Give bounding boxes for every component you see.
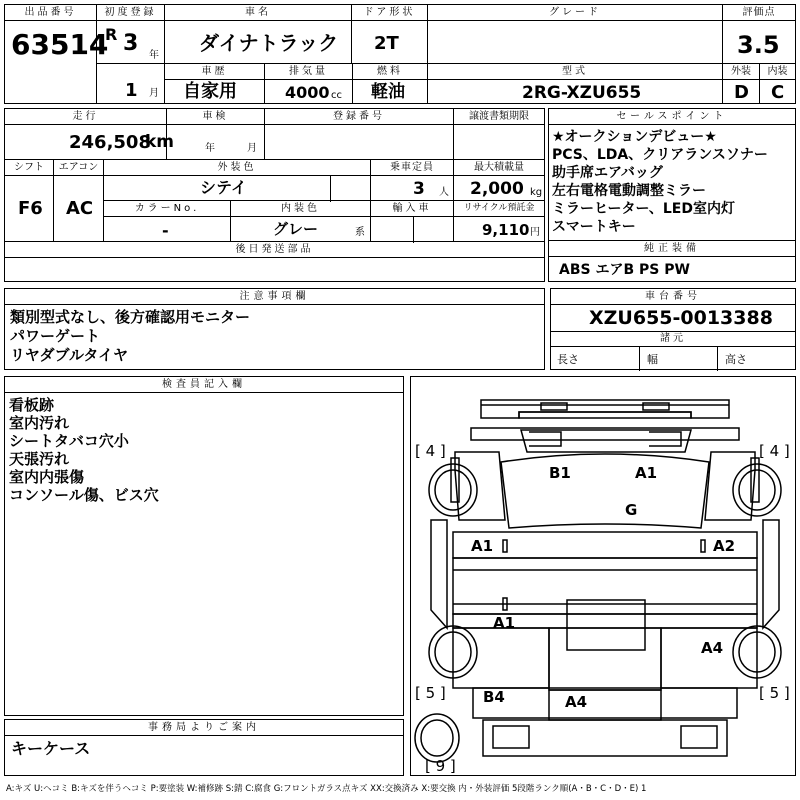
- car-name-label: 車名: [165, 5, 351, 21]
- interior-color-cell: [230, 200, 371, 242]
- office-label: 事務局よりご案内: [5, 720, 403, 736]
- recycle-fee: 9,110: [482, 221, 530, 239]
- tire-position-label: [ 4 ]: [415, 442, 446, 460]
- chassis-number: XZU655-0013388: [589, 307, 773, 329]
- color-number: -: [162, 221, 169, 240]
- inspector-section: [4, 376, 404, 716]
- import-cell: [370, 200, 454, 242]
- interior-grade-label: 内装: [760, 64, 795, 80]
- sales-point: ミラーヒーター、LED室内灯: [552, 201, 735, 217]
- notes-label: 注意事項欄: [5, 289, 544, 305]
- mileage-label: 走行: [5, 109, 166, 125]
- max-load-cell: [453, 159, 545, 201]
- fuel-label: 燃料: [353, 64, 427, 80]
- seats-cell: [370, 159, 454, 201]
- inspector-label: 検査員記入欄: [5, 377, 403, 393]
- exterior-color-cell: [103, 159, 371, 201]
- interior-grade-cell: [759, 63, 796, 104]
- year-unit: 年: [149, 50, 159, 61]
- chassis-label: 車台番号: [551, 289, 795, 305]
- model-code: 2RG-XZU655: [522, 83, 642, 103]
- interior-color-unit: 系: [355, 227, 365, 238]
- standard-equipment: [548, 240, 796, 282]
- interior-grade: C: [771, 82, 785, 103]
- sales-point: 左右電格電動調整ミラー: [552, 183, 706, 199]
- interior-color-label: 内装色: [231, 201, 370, 217]
- door-cell: [351, 4, 428, 64]
- mileage-cell: [4, 108, 175, 160]
- displacement-cell: [264, 63, 353, 104]
- first-registration-cell: [96, 4, 165, 64]
- evaluation-score: 3.5: [737, 31, 780, 59]
- tire-position-label: [ 9 ]: [425, 757, 456, 775]
- damage-label: A4: [701, 639, 724, 657]
- history-cell: [164, 63, 265, 104]
- office-section: [4, 719, 404, 776]
- note-line: リヤダブルタイヤ: [10, 346, 129, 364]
- inspector-note: コンソール傷、ビス穴: [9, 486, 159, 504]
- registration-month-cell: [96, 63, 165, 104]
- month-unit: 月: [149, 88, 159, 99]
- history-label: 車歴: [165, 64, 264, 80]
- max-load-unit: kg: [530, 187, 543, 198]
- mileage-unit: km: [145, 132, 175, 152]
- door-label: ドア形状: [352, 5, 427, 21]
- width-label: 幅: [647, 353, 658, 366]
- score-label: 評価点: [723, 5, 795, 21]
- truck-diagram: [411, 377, 795, 775]
- plate-label: 登録番号: [265, 109, 453, 125]
- car-history: 自家用: [183, 81, 237, 102]
- car-name: ダイナトラック: [199, 31, 339, 55]
- standard-equipment-label: 純正装備: [549, 241, 795, 257]
- fuel-type: 軽油: [371, 82, 405, 102]
- height-label: 高さ: [725, 353, 747, 366]
- damage-label: B1: [549, 464, 571, 482]
- recycle-cell: [453, 200, 545, 242]
- model-cell: [427, 63, 723, 104]
- damage-label: A4: [565, 693, 588, 711]
- damage-label: A1: [471, 537, 494, 555]
- sales-point: 助手席エアバッグ: [552, 165, 663, 181]
- lot-number: 63514: [11, 28, 109, 61]
- grade-cell: [427, 4, 723, 64]
- sales-points-label: セールスポイント: [549, 109, 795, 125]
- inspection-label: 車検: [167, 109, 264, 125]
- damage-label: G: [625, 501, 638, 519]
- tire-position-label: [ 4 ]: [759, 442, 790, 460]
- interior-color: グレー: [273, 220, 319, 238]
- registration-month: 1: [125, 80, 138, 101]
- sales-points: [548, 108, 796, 241]
- inspection-cell: [166, 108, 265, 160]
- inspector-note: 天張汚れ: [9, 450, 70, 468]
- damage-label: A1: [635, 464, 658, 482]
- length-label: 長さ: [557, 353, 579, 366]
- inspector-note: 室内汚れ: [9, 414, 70, 432]
- model-label: 型式: [428, 64, 722, 80]
- damage-label: A2: [713, 537, 736, 555]
- door-type: 2T: [374, 33, 399, 54]
- inspector-note: 看板跡: [9, 396, 55, 414]
- displacement-unit: cc: [331, 90, 342, 101]
- sales-point: ★オークションデビュー★: [552, 129, 717, 145]
- exterior-color: シテイ: [200, 178, 247, 197]
- lot-number-cell: [4, 4, 109, 104]
- seats-label: 乗車定員: [371, 160, 453, 176]
- recycle-label: リサイクル預託金: [454, 201, 544, 217]
- notes-section: [4, 288, 545, 370]
- inspection-month-unit: 月: [247, 143, 257, 154]
- tire-position-label: [ 5 ]: [759, 684, 790, 702]
- registration-era: R: [105, 25, 118, 44]
- damage-label: A1: [493, 614, 516, 632]
- chassis-section: [550, 288, 796, 370]
- note-line: 類別型式なし、後方確認用モニター: [10, 308, 251, 326]
- standard-equipment-items: ABS エアB PS PW: [559, 262, 690, 278]
- damage-label: B4: [483, 688, 505, 706]
- seats-unit: 人: [439, 187, 449, 198]
- inspector-note: シートタバコ穴小: [9, 432, 129, 450]
- later-parts-cell: [4, 241, 545, 282]
- shift: F6: [18, 198, 43, 219]
- seats: 3: [413, 179, 425, 199]
- shift-cell: [4, 159, 54, 242]
- first-registration-label: 初度登録: [97, 5, 164, 21]
- displacement-label: 排気量: [265, 64, 352, 80]
- damage-legend: A:キズ U:ヘコミ B:キズを伴うヘコミ P:要塗装 W:補修跡 S:錆 C:腐食 G:フロントガラス点キズ XX:交換済み X:要交換 内・外装評価 5段階ランク順(A・B・C・D・E) 1: [6, 784, 647, 794]
- color-no-cell: [103, 200, 231, 242]
- ac-label: エアコン: [54, 160, 103, 176]
- inspection-year-unit: 年: [205, 143, 215, 154]
- registration-year: 3: [123, 31, 139, 56]
- note-line: パワーゲート: [10, 327, 101, 345]
- max-load: 2,000: [470, 179, 524, 199]
- office-note: キーケース: [11, 739, 91, 758]
- ac-cell: [53, 159, 104, 242]
- damage-diagram: [410, 376, 796, 776]
- recycle-unit: 円: [530, 227, 540, 238]
- inspector-note: 室内内張傷: [9, 468, 85, 486]
- color-no-label: カラーNo.: [104, 201, 230, 217]
- sales-point: PCS、LDA、クリアランスソナー: [552, 147, 768, 163]
- exterior-grade-label: 外装: [723, 64, 759, 80]
- fuel-cell: [352, 63, 428, 104]
- mileage: 246,508: [69, 132, 151, 153]
- transfer-label: 譲渡書類期限: [454, 109, 544, 125]
- score-cell: [722, 4, 796, 64]
- sales-point: スマートキー: [552, 219, 636, 235]
- transfer-cell: [453, 108, 545, 160]
- tire-position-label: [ 5 ]: [415, 684, 446, 702]
- later-parts-label: 後日発送部品: [5, 242, 544, 258]
- car-name-cell: [164, 4, 352, 64]
- spec-label: 諸元: [551, 331, 795, 347]
- lot-number-label: 出品番号: [5, 5, 96, 21]
- exterior-grade: D: [734, 82, 749, 103]
- import-label: 輸入車: [371, 201, 453, 217]
- grade-label: グレード: [428, 5, 722, 21]
- exterior-grade-cell: [722, 63, 760, 104]
- shift-label: シフト: [5, 160, 53, 176]
- truck-outline: [415, 400, 781, 762]
- exterior-color-label: 外装色: [104, 160, 370, 176]
- plate-cell: [264, 108, 454, 160]
- max-load-label: 最大積載量: [454, 160, 544, 176]
- displacement: 4000: [285, 83, 330, 102]
- air-conditioner: AC: [66, 198, 94, 219]
